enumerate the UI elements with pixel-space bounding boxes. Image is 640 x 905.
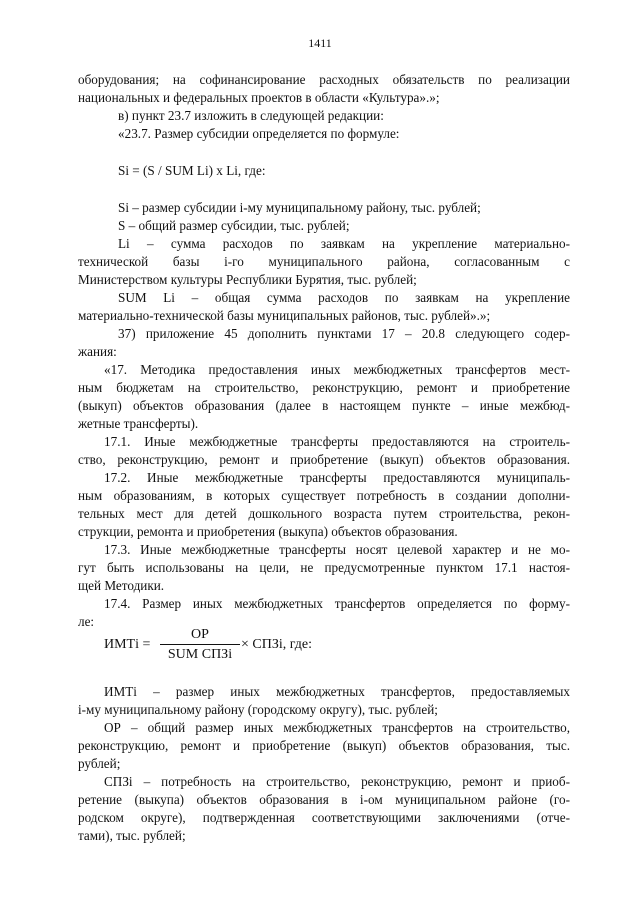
text-line: SUM Li – общая сумма расходов по заявкам на укрепление [118,290,570,305]
formula-numerator: ОР [191,627,209,642]
text-line: ле: [78,614,95,629]
formula-denominator: SUM СПЗi [167,647,233,662]
text-line: 17.1. Иные межбюджетные трансферты предоставляются на строитель- [104,434,570,449]
formula-rhs: × СПЗi, где: [241,637,313,652]
text-line: i-му муниципальному району (городскому округу), тыс. рублей; [78,702,438,717]
text-line: родском округе), подтвержденная соответствующими заключениями (отче- [78,810,570,825]
text-line: 17.3. Иные межбюджетные трансферты носят целевой характер и не мо- [104,542,570,557]
text-line: национальных и федеральных проектов в области «Культура».»; [78,90,440,105]
text-line: жетные трансферты). [78,416,199,431]
text-line: «17. Методика предоставления иных межбюджетных трансфертов мест- [104,362,570,377]
text-line: СПЗi – потребность на строительство, реконструкцию, ремонт и приоб- [104,774,570,789]
fraction-bar [160,644,240,645]
text-line: гут быть использованы на цели, не предусмотренные пунктом 17.1 настоя- [78,560,570,575]
text-line: (выкуп) объектов образования (далее в настоящем пункте – иные межбюд- [78,398,570,413]
text-line: материально-технической базы муниципальных районов, тыс. рублей».»; [78,308,491,323]
text-line: щей Методики. [78,578,165,593]
formula-fraction [160,626,240,663]
text-line: 37) приложение 45 дополнить пунктами 17 – 20.8 следующего содер- [118,326,570,341]
text-line: ство, реконструкцию, ремонт и приобретение (выкуп) объектов образования. [78,452,570,467]
text-line: тельных мест для детей дошкольного возраста путем строительства, рекон- [78,506,570,521]
page-number: 1411 [308,36,332,50]
text-line: «23.7. Размер субсидии определяется по формуле: [118,126,400,141]
text-line: жания: [78,344,117,359]
text-line: тами), тыс. рублей; [78,828,186,843]
text-line: S – общий размер субсидии, тыс. рублей; [118,218,350,233]
text-line: реконструкцию, ремонт и приобретение (выкуп) объектов образования, тыс. [78,738,570,753]
text-line: Si – размер субсидии i-му муниципальному району, тыс. рублей; [118,200,481,215]
text-line: ным бюджетам на строительство, реконструкцию, ремонт и приобретение [78,380,570,395]
text-line: 17.4. Размер иных межбюджетных трансфертов определяется по форму- [104,596,570,611]
text-line: Si = (S / SUM Li) x Li, где: [118,163,266,178]
text-line: ИМТi – размер иных межбюджетных трансфертов, предоставляемых [104,684,570,699]
text-line: струкции, ремонта и приобретения (выкупа) объектов образования. [78,524,458,539]
formula-lhs: ИМТi = [104,637,151,652]
text-line: ным образованиям, в которых существует потребность в создании дополни- [78,488,570,503]
text-line: оборудования; на софинансирование расходных обязательств по реализации [78,72,570,87]
text-line: рублей; [78,756,121,771]
text-line: Министерством культуры Республики Бурятия, тыс. рублей; [78,272,417,287]
text-line: Li – сумма расходов по заявкам на укрепление материально- [118,236,570,251]
text-line: в) пункт 23.7 изложить в следующей редакции: [118,108,384,123]
text-line: ОР – общий размер иных межбюджетных трансфертов на строительство, [104,720,570,735]
text-line: технической базы i-го муниципального района, согласованным с [78,254,570,269]
text-line: 17.2. Иные межбюджетные трансферты предоставляются муниципаль- [104,470,570,485]
text-line: ретение (выкупа) объектов образования в i-ом муниципальном районе (го- [78,792,570,807]
